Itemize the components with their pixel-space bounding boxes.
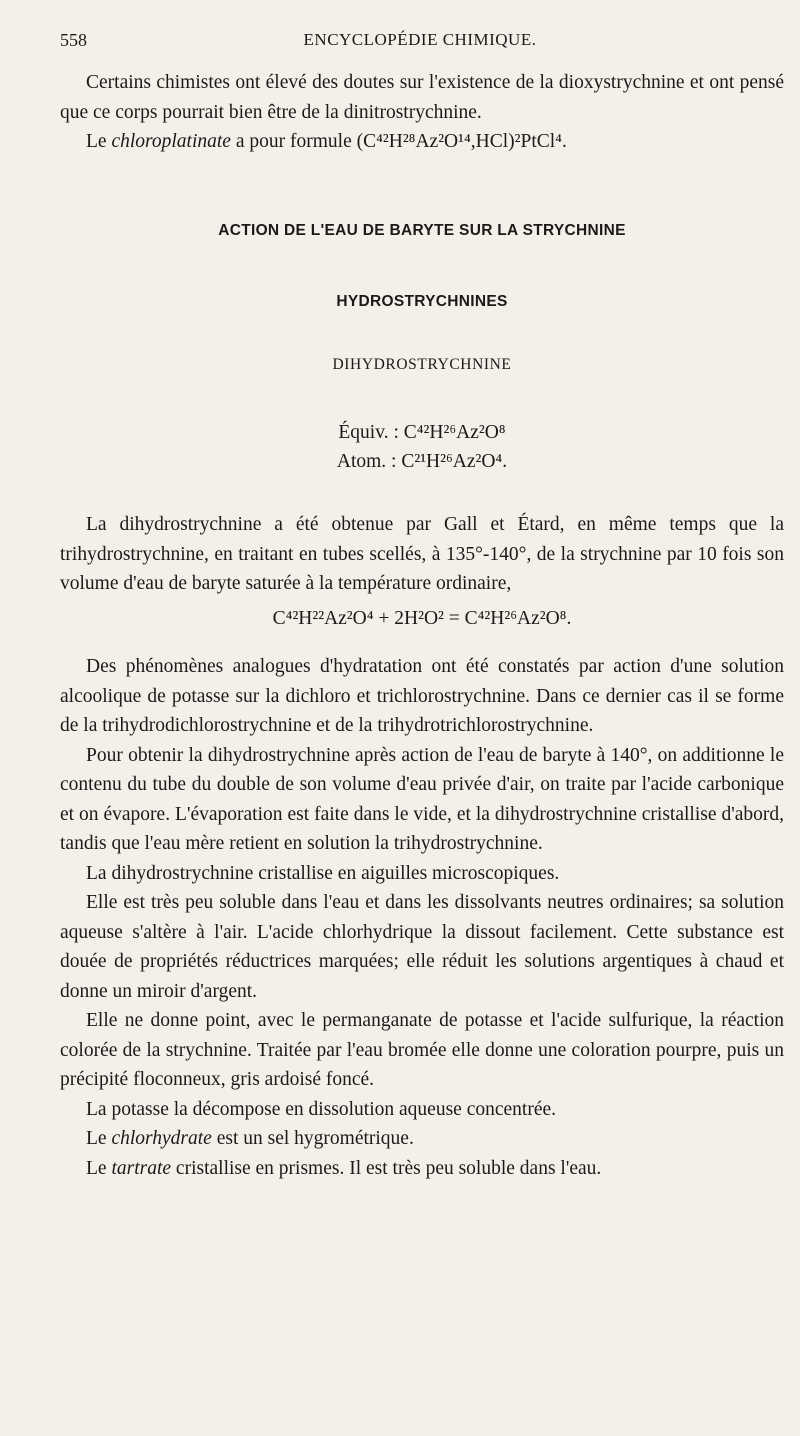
paragraph-9: [60, 1154, 784, 1184]
body-block: [60, 652, 784, 1183]
chloroplatinate-paragraph: [60, 127, 784, 157]
chlorhydrate-term: chlorhydrate: [111, 1128, 212, 1149]
section-heading: ACTION DE L'EAU DE BARYTE SUR LA STRYCHNINE: [218, 222, 626, 239]
equation: C⁴²H²²Az²O⁴ + 2H²O² = C⁴²H²⁶Az²O⁸.: [272, 608, 572, 629]
intro-block: [60, 68, 784, 157]
formula-block: [60, 418, 784, 476]
tartrate-term: tartrate: [111, 1157, 172, 1179]
paragraph-6: Elle ne donne point, avec le permanganate de potasse et l'acide sulfurique, la réaction colorée de la strychnine. Traitée par l'eau bromée elle donne une coloration pourpre, puis un précipité floconneux, gris ardoisé foncé.: [60, 1010, 784, 1090]
paragraph-7: La potasse la décompose en dissolution aqueuse concentrée.: [86, 1098, 557, 1120]
atom-formula: Atom. : C²¹H²⁶Az²O⁴.: [336, 451, 508, 472]
page-number: 558: [60, 30, 87, 50]
running-title: ENCYCLOPÉDIE CHIMIQUE.: [303, 30, 537, 49]
paragraph-2: Des phénomènes analogues d'hydratation ont été constatés par action d'une solution alcoolique de potasse sur la dichloro et trichlorostrychnine. Dans ce dernier cas il se forme de la trihydrodichlorostrychnine et de la trihydrotrichlorostrychnine.: [60, 656, 784, 736]
equiv-formula: Équiv. : C⁴²H²⁶Az²O⁸: [338, 422, 506, 443]
para1-block: [60, 510, 784, 599]
chloroplatinate-term: chloroplatinate: [111, 131, 231, 152]
paragraph-8: [60, 1124, 784, 1154]
paragraph-3: Pour obtenir la dihydrostrychnine après action de l'eau de baryte à 140°, on additionne le contenu du tube du double de son volume d'eau privée d'air, on traite par l'acide carbonique et on évapore. L'évaporation est faite dans le vide, et la dihydrostrychnine cristallise d'abord, tandis que l'eau mère retient en solution la trihydrostrychnine.: [60, 744, 784, 854]
paragraph-5: Elle est très peu soluble dans l'eau et dans les dissolvants neutres ordinaires; sa solution aqueuse s'altère à l'air. L'acide chlorhydrique la dissout facilement. Cette substance est douée de propriétés réductrices marquées; elle réduit les solutions argentiques à chaud et donne un miroir d'argent.: [60, 892, 784, 1002]
para8-suffix: est un sel hygrométrique.: [211, 1128, 414, 1149]
page-header: [60, 30, 780, 58]
para9-prefix: Le: [86, 1157, 112, 1179]
compound-heading: DIHYDROSTRYCHNINE: [332, 356, 512, 373]
intro-paragraph: Certains chimistes ont élevé des doutes sur l'existence de la dioxystrychnine et ont pensé que ce corps pourrait bien être de la dinitrostrychnine.: [60, 72, 784, 123]
para9-suffix: cristallise en prismes. Il est très peu soluble dans l'eau.: [171, 1157, 602, 1179]
paragraph-4: La dihydrostrychnine cristallise en aiguilles microscopiques.: [86, 862, 560, 884]
chloroplatinate-formula: a pour formule (C⁴²H²⁸Az²O¹⁴,HCl)²PtCl⁴.: [230, 131, 567, 152]
subsection-heading: HYDROSTRYCHNINES: [336, 293, 508, 310]
chloroplatinate-prefix: Le: [86, 131, 112, 152]
paragraph-1: La dihydrostrychnine a été obtenue par Gall et Étard, en même temps que la trihydrostrychnine, en traitant en tubes scellés, à 135°-140°, de la strychnine par 10 fois son volume d'eau de baryte saturée à la température ordinaire,: [60, 514, 784, 594]
para8-prefix: Le: [86, 1128, 112, 1149]
